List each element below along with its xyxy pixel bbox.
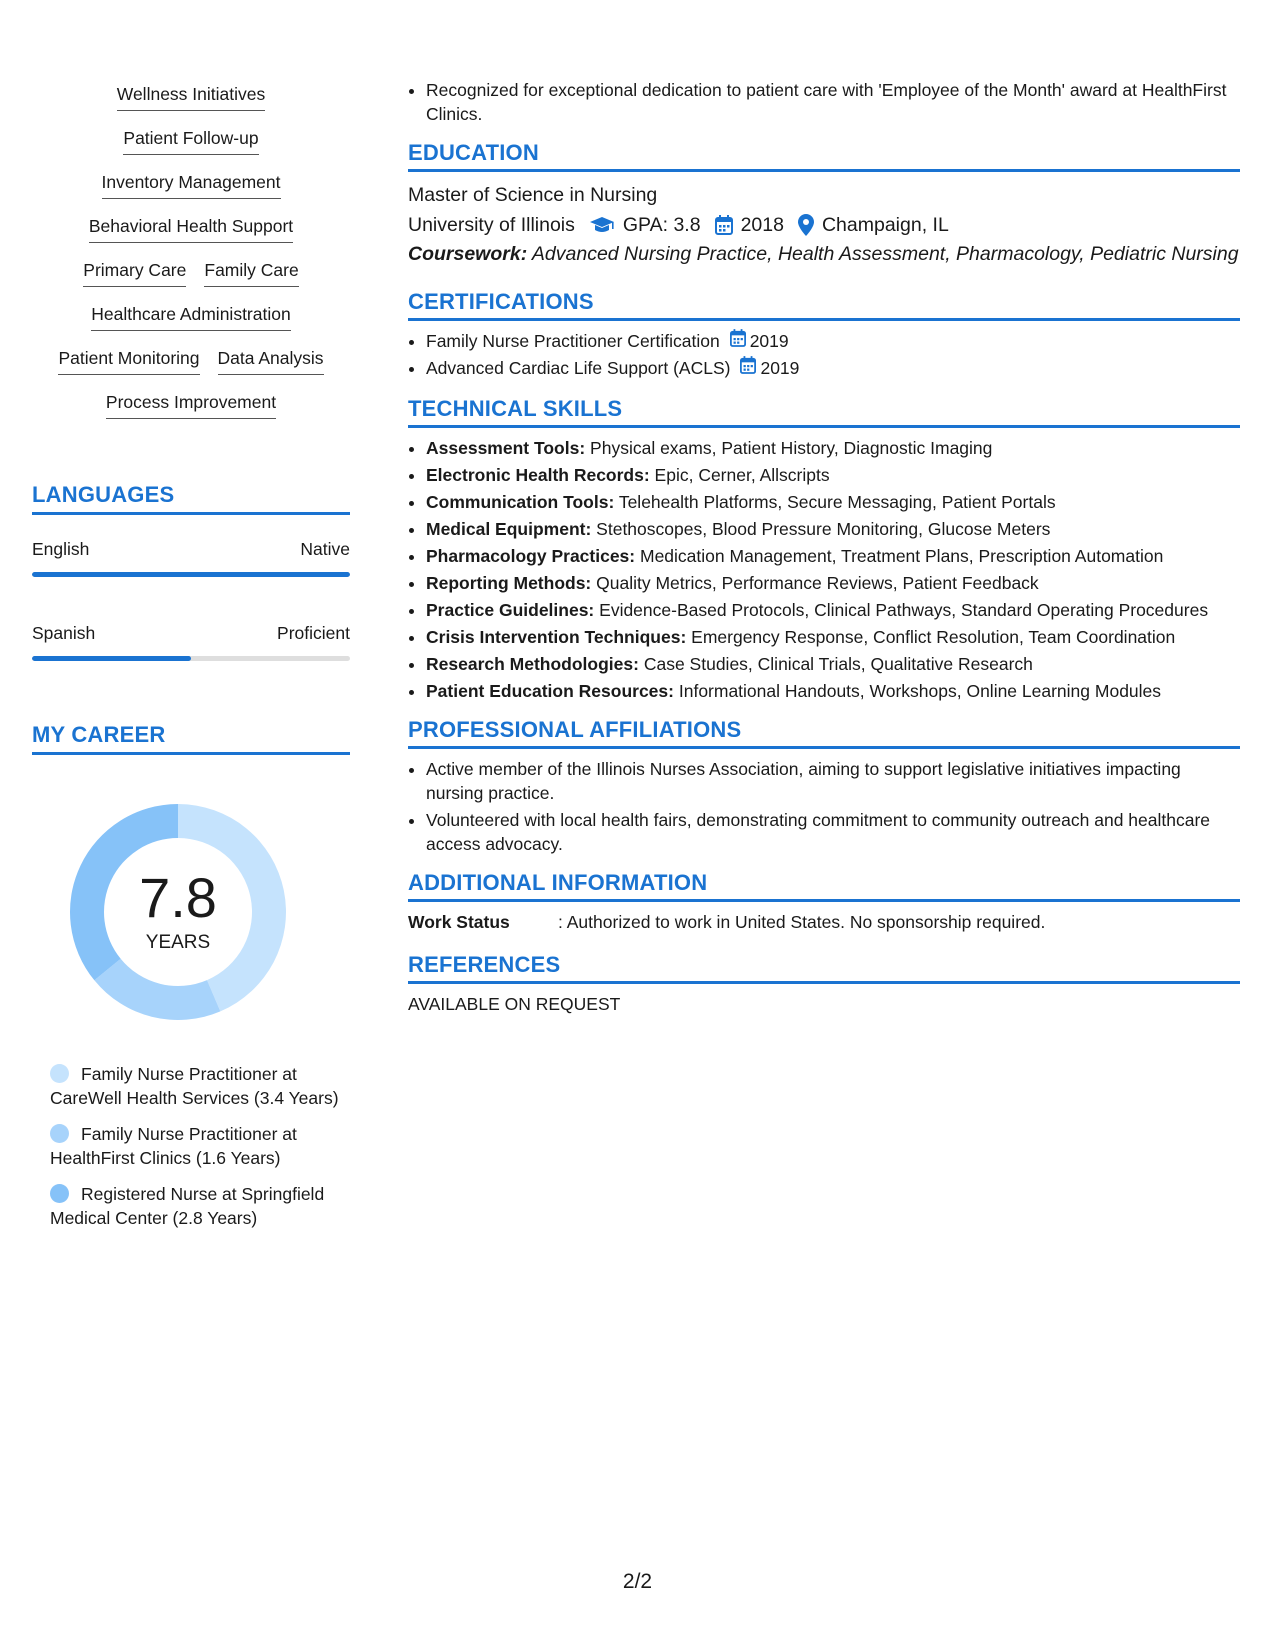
skill-row [32, 84, 350, 111]
calendar-icon [715, 215, 733, 235]
affiliation-item: • Volunteered with local health fairs, demonstrating commitment to community outreach and healthcare access advocacy. [426, 808, 1240, 856]
career-heading: MY CAREER [32, 722, 350, 755]
technical-skill-label: Crisis Intervention Techniques: [426, 627, 687, 647]
language-item [32, 539, 350, 577]
technical-skill-item [426, 679, 1240, 703]
work-status-label: Work Status [408, 912, 510, 932]
skill-row [32, 392, 350, 419]
skill-tag: Primary Care [83, 260, 186, 287]
skill-row [32, 304, 350, 331]
technical-skill-label: Communication Tools: [426, 492, 615, 512]
career-total-unit: YEARS [145, 932, 211, 953]
affiliations-heading: PROFESSIONAL AFFILIATIONS [408, 717, 1240, 749]
certification-name: Advanced Cardiac Life Support (ACLS) [426, 358, 731, 378]
left-column [32, 84, 350, 436]
technical-skill-item [426, 463, 1240, 487]
skill-tag: Patient Monitoring [58, 348, 199, 375]
technical-skill-text: Physical exams, Patient History, Diagnostic Imaging [590, 438, 993, 458]
technical-skill-item [426, 652, 1240, 676]
additional-info-heading: ADDITIONAL INFORMATION [408, 870, 1240, 902]
coursework-label: Coursework: [408, 243, 528, 265]
legend-dot [50, 1124, 69, 1143]
language-name: English [32, 539, 90, 559]
calendar-icon [740, 356, 756, 380]
references-heading: REFERENCES [408, 952, 1240, 984]
certification-name: Family Nurse Practitioner Certification [426, 331, 720, 351]
technical-skill-label: Practice Guidelines: [426, 600, 595, 620]
experience-bullet: • Recognized for exceptional dedication to patient care with 'Employee of the Month' award at HealthFirst Clinics. [426, 78, 1240, 126]
experience-bullets [408, 78, 1240, 126]
skill-tag: Patient Follow-up [123, 128, 258, 155]
affiliations-list [408, 757, 1240, 856]
additional-info-row [408, 910, 1240, 934]
technical-skill-label: Medical Equipment: [426, 519, 592, 539]
education-degree: Master of Science in Nursing [408, 184, 658, 206]
technical-skill-label: Electronic Health Records: [426, 465, 650, 485]
skill-tag: Inventory Management [102, 172, 281, 199]
career-donut-chart [66, 800, 290, 1024]
language-item [32, 623, 350, 661]
language-bar-fill [32, 656, 191, 661]
legend-label: Registered Nurse at Springfield Medical Center (2.8 Years) [50, 1184, 325, 1228]
education-year: 2018 [740, 214, 784, 236]
certification-year: 2019 [760, 358, 800, 378]
skills-list [32, 84, 350, 419]
technical-skill-label: Pharmacology Practices: [426, 546, 636, 566]
career-legend-item [50, 1182, 340, 1230]
skill-row [32, 128, 350, 155]
technical-skill-label: Patient Education Resources: [426, 681, 674, 701]
technical-skill-text: Evidence-Based Protocols, Clinical Pathways, Standard Operating Procedures [599, 600, 1209, 620]
technical-skill-label: Research Methodologies: [426, 654, 639, 674]
technical-skills-list [408, 436, 1240, 703]
affiliation-item: • Active member of the Illinois Nurses Association, aiming to support legislative initiatives impacting nursing practice. [426, 757, 1240, 805]
education-school: University of Illinois [408, 214, 575, 236]
legend-dot [50, 1064, 69, 1083]
coursework-text: Advanced Nursing Practice, Health Assessment, Pharmacology, Pediatric Nursing [531, 243, 1239, 265]
technical-skill-text: Medication Management, Treatment Plans, Prescription Automation [640, 546, 1164, 566]
skill-tag: Healthcare Administration [91, 304, 290, 331]
certifications-heading: CERTIFICATIONS [408, 289, 1240, 321]
legend-label: Family Nurse Practitioner at CareWell Health Services (3.4 Years) [50, 1064, 339, 1108]
education-location: Champaign, IL [821, 214, 949, 236]
education-details [408, 210, 1240, 240]
language-bar [32, 656, 350, 661]
technical-skill-label: Reporting Methods: [426, 573, 592, 593]
language-level: Native [300, 539, 350, 559]
skill-tag: Family Care [204, 260, 298, 287]
languages-heading: LANGUAGES [32, 482, 350, 515]
skill-row [32, 260, 350, 287]
map-pin-icon [798, 214, 814, 236]
technical-skill-text: Emergency Response, Conflict Resolution, Team Coordination [691, 627, 1176, 647]
references-text: AVAILABLE ON REQUEST [408, 994, 621, 1014]
skill-tag: Process Improvement [106, 392, 276, 419]
technical-skill-item [426, 598, 1240, 622]
technical-skill-text: Quality Metrics, Performance Reviews, Patient Feedback [596, 573, 1039, 593]
technical-skill-label: Assessment Tools: [426, 438, 586, 458]
languages-section [32, 482, 350, 661]
career-legend [50, 1062, 340, 1242]
skill-row [32, 348, 350, 375]
career-legend-item [50, 1062, 340, 1110]
certifications-list [408, 329, 1240, 380]
right-column [408, 78, 1240, 1016]
technical-skill-text: Informational Handouts, Workshops, Online Learning Modules [678, 681, 1162, 701]
skill-tag: Behavioral Health Support [89, 216, 293, 243]
career-legend-item [50, 1122, 340, 1170]
legend-dot [50, 1184, 69, 1203]
technical-skill-item [426, 544, 1240, 568]
technical-skill-item [426, 490, 1240, 514]
education-gpa: GPA: 3.8 [622, 214, 701, 236]
technical-skill-item [426, 436, 1240, 460]
work-status-value: : Authorized to work in United States. No sponsorship required. [558, 912, 1046, 932]
technical-skill-item [426, 517, 1240, 541]
page-number: 2/2 [622, 1570, 653, 1593]
skill-tag: Data Analysis [218, 348, 324, 375]
certification-year: 2019 [749, 331, 789, 351]
certification-item [426, 356, 1240, 380]
legend-label: Family Nurse Practitioner at HealthFirst Clinics (1.6 Years) [50, 1124, 297, 1168]
technical-skill-text: Case Studies, Clinical Trials, Qualitative Research [643, 654, 1033, 674]
certification-item [426, 329, 1240, 353]
skill-row [32, 216, 350, 243]
technical-skill-text: Stethoscopes, Blood Pressure Monitoring, Glucose Meters [596, 519, 1051, 539]
technical-skill-text: Epic, Cerner, Allscripts [654, 465, 830, 485]
language-level: Proficient [277, 623, 350, 643]
career-total-years: 7.8 [139, 866, 217, 929]
technical-skill-item [426, 625, 1240, 649]
graduation-cap-icon [589, 215, 615, 235]
technical-skills-heading: TECHNICAL SKILLS [408, 396, 1240, 428]
skill-row [32, 172, 350, 199]
education-heading: EDUCATION [408, 140, 1240, 172]
skill-tag: Wellness Initiatives [117, 84, 266, 111]
education-coursework [408, 242, 1240, 267]
technical-skill-item [426, 571, 1240, 595]
technical-skill-text: Telehealth Platforms, Secure Messaging, Patient Portals [618, 492, 1056, 512]
career-section [32, 722, 350, 1228]
calendar-icon [730, 329, 746, 353]
language-name: Spanish [32, 623, 96, 643]
